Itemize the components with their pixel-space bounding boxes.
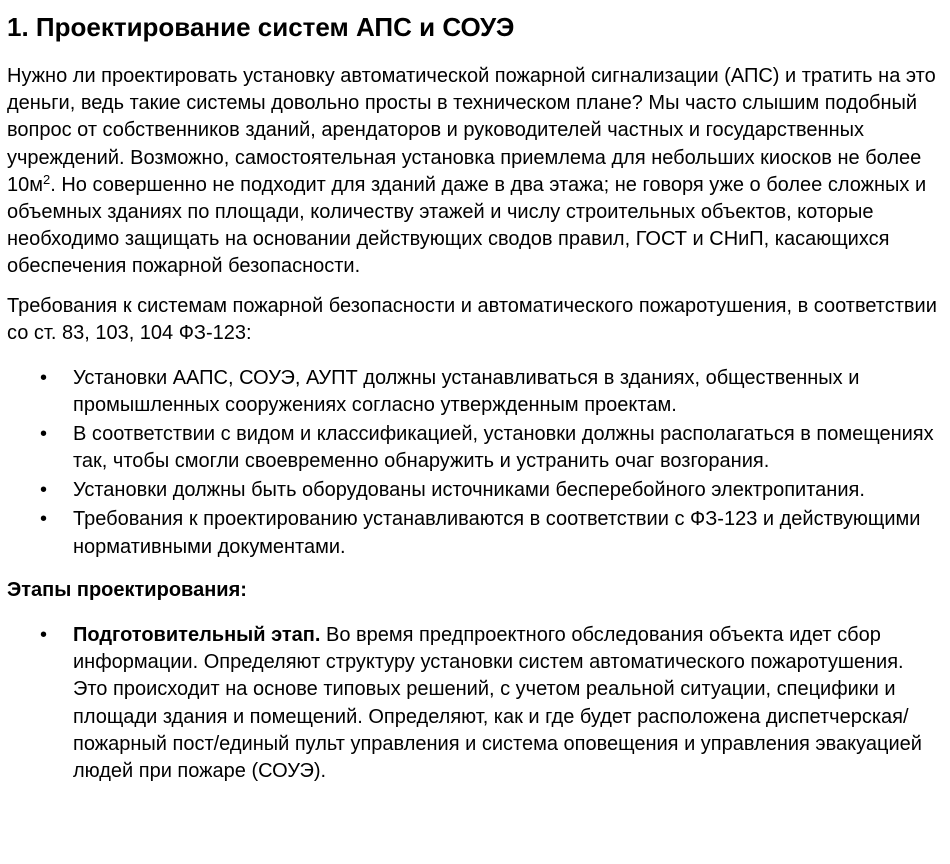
bullet-icon: • [40, 624, 48, 647]
bullet-icon: • [40, 367, 48, 390]
bullet-icon: • [40, 423, 48, 446]
stage-text: Во время предпроектного обследования объекта идет сбор информации. Определяют структуру установки систем автоматического пожаротушения. Это происходит на основе типовых решений, с учетом реальной ситуации, специфики и площади здания и помещений. Определяют, как и где будет расположена диспетчерская/пожарный пост/единый пульт управления и система оповещения и управления эвакуацией людей при пожаре (СОУЭ). [73, 624, 922, 783]
page-title: 1. Проектирование систем АПС и СОУЭ [7, 12, 515, 42]
bullet-icon: • [40, 508, 48, 531]
requirements-list [7, 365, 942, 561]
stage-label: Подготовительный этап. [73, 624, 321, 647]
stages-heading: Этапы проектирования: [7, 578, 247, 601]
list-item-text: В соответствии с видом и классификацией, установки должны располагаться в помещениях так, чтобы смогли своевременно обнаружить и устранить очаг возгорания. [73, 423, 934, 473]
superscript-two: 2 [43, 171, 51, 187]
intro-text-after-sup: . Но совершенно не подходит для зданий даже в два этажа; не говоря уже о более сложных и объемных зданиях по площади, количеству этажей и числу строительных объектов, которые необходимо защищать на основании действующих сводов правил, ГОСТ и СНиП, касающихся обеспечения пожарной безопасности. [7, 173, 927, 278]
intro-paragraph [7, 63, 942, 281]
list-item [7, 622, 942, 785]
list-item-text: Установки ААПС, СОУЭ, АУПТ должны устанавливаться в зданиях, общественных и промышленных сооружениях согласно утвержденным проектам. [73, 367, 860, 417]
bullet-icon: • [40, 479, 48, 502]
list-item-text: Требования к проектированию устанавливаются в соответствии с ФЗ-123 и действующими нормативными документами. [73, 508, 921, 558]
list-item [7, 365, 942, 419]
list-item [7, 477, 942, 504]
list-item [7, 421, 942, 475]
list-item [7, 506, 942, 560]
requirements-intro-paragraph: Требования к системам пожарной безопасности и автоматического пожаротушения, в соответствии со ст. 83, 103, 104 ФЗ-123: [7, 294, 937, 344]
intro-text-before-sup: Нужно ли проектировать установку автоматической пожарной сигнализации (АПС) и тратить на это деньги, ведь такие системы довольно просты в техническом плане? Мы часто слышим подобный вопрос от собственников зданий, арендаторов и руководителей частных и государственных учреждений. Возможно, самостоятельная установка приемлема для небольших киосков не более 10м [7, 65, 936, 196]
list-item-text: Установки должны быть оборудованы источниками бесперебойного электропитания. [73, 479, 865, 502]
stages-list [7, 622, 942, 785]
